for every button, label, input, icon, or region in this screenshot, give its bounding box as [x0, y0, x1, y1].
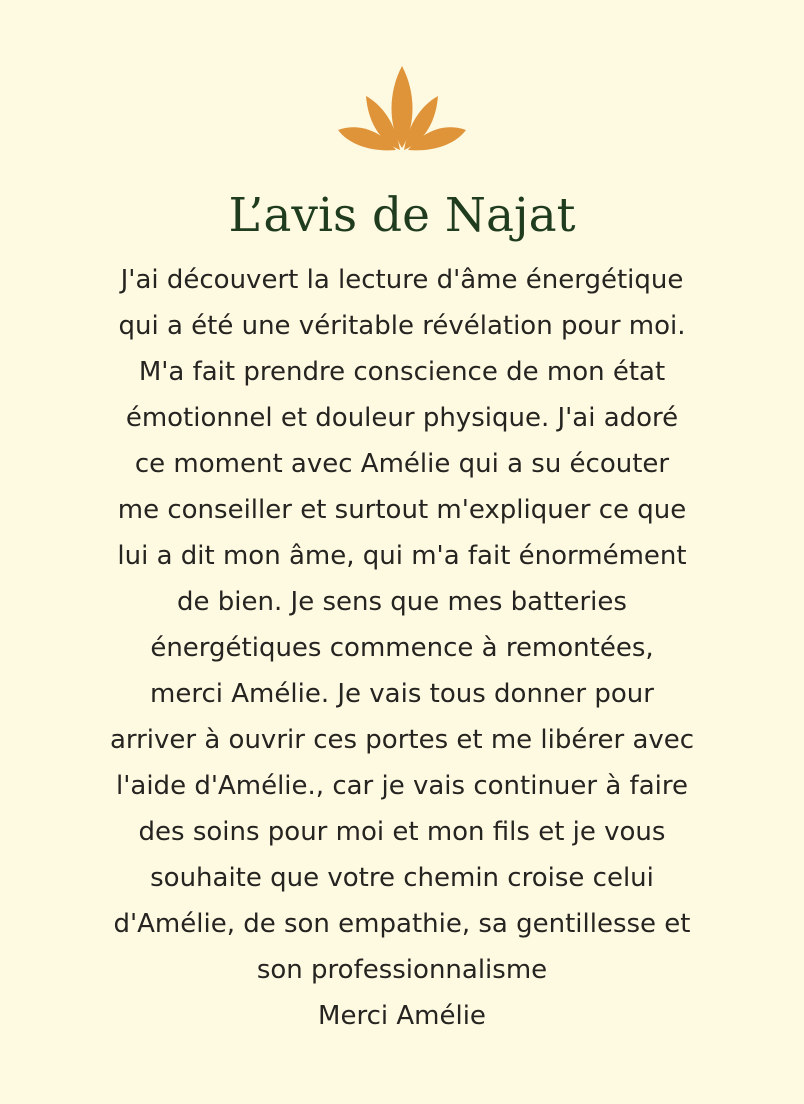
- testimonial-line: ce moment avec Amélie qui a su écouter: [134, 449, 670, 479]
- testimonial-line: d'Amélie, de son empathie, sa gentillesse et: [113, 909, 691, 939]
- testimonial-line: des soins pour moi et mon fils et je vous: [138, 817, 666, 847]
- testimonial-line: merci Amélie. Je vais tous donner pour: [150, 679, 654, 709]
- testimonial-line: M'a fait prendre conscience de mon état: [138, 357, 666, 387]
- testimonial-line: arriver à ouvrir ces portes et me libérer avec: [109, 725, 695, 755]
- testimonial-line: souhaite que votre chemin croise celui: [150, 863, 654, 893]
- testimonial-line: son professionnalisme: [256, 955, 548, 985]
- testimonial-line: me conseiller et surtout m'expliquer ce que: [117, 495, 687, 525]
- testimonial-line: de bien. Je sens que mes batteries: [177, 587, 627, 617]
- testimonial-text: [40, 257, 764, 1039]
- testimonial-line: J'ai découvert la lecture d'âme énergétique: [120, 265, 684, 295]
- lotus-petals: [338, 66, 466, 150]
- lotus-icon: [334, 62, 470, 154]
- testimonial-line: lui a dit mon âme, qui m'a fait énormément: [117, 541, 687, 571]
- testimonial-signature: Merci Amélie: [318, 1001, 486, 1031]
- testimonial-title: L’avis de Najat: [228, 188, 576, 243]
- testimonial-line: qui a été une véritable révélation pour moi.: [118, 311, 686, 341]
- testimonial-line: émotionnel et douleur physique. J'ai adoré: [125, 403, 679, 433]
- testimonial-line: l'aide d'Amélie., car je vais continuer à faire: [116, 771, 688, 801]
- testimonial-line: énergétiques commence à remontées,: [150, 633, 654, 663]
